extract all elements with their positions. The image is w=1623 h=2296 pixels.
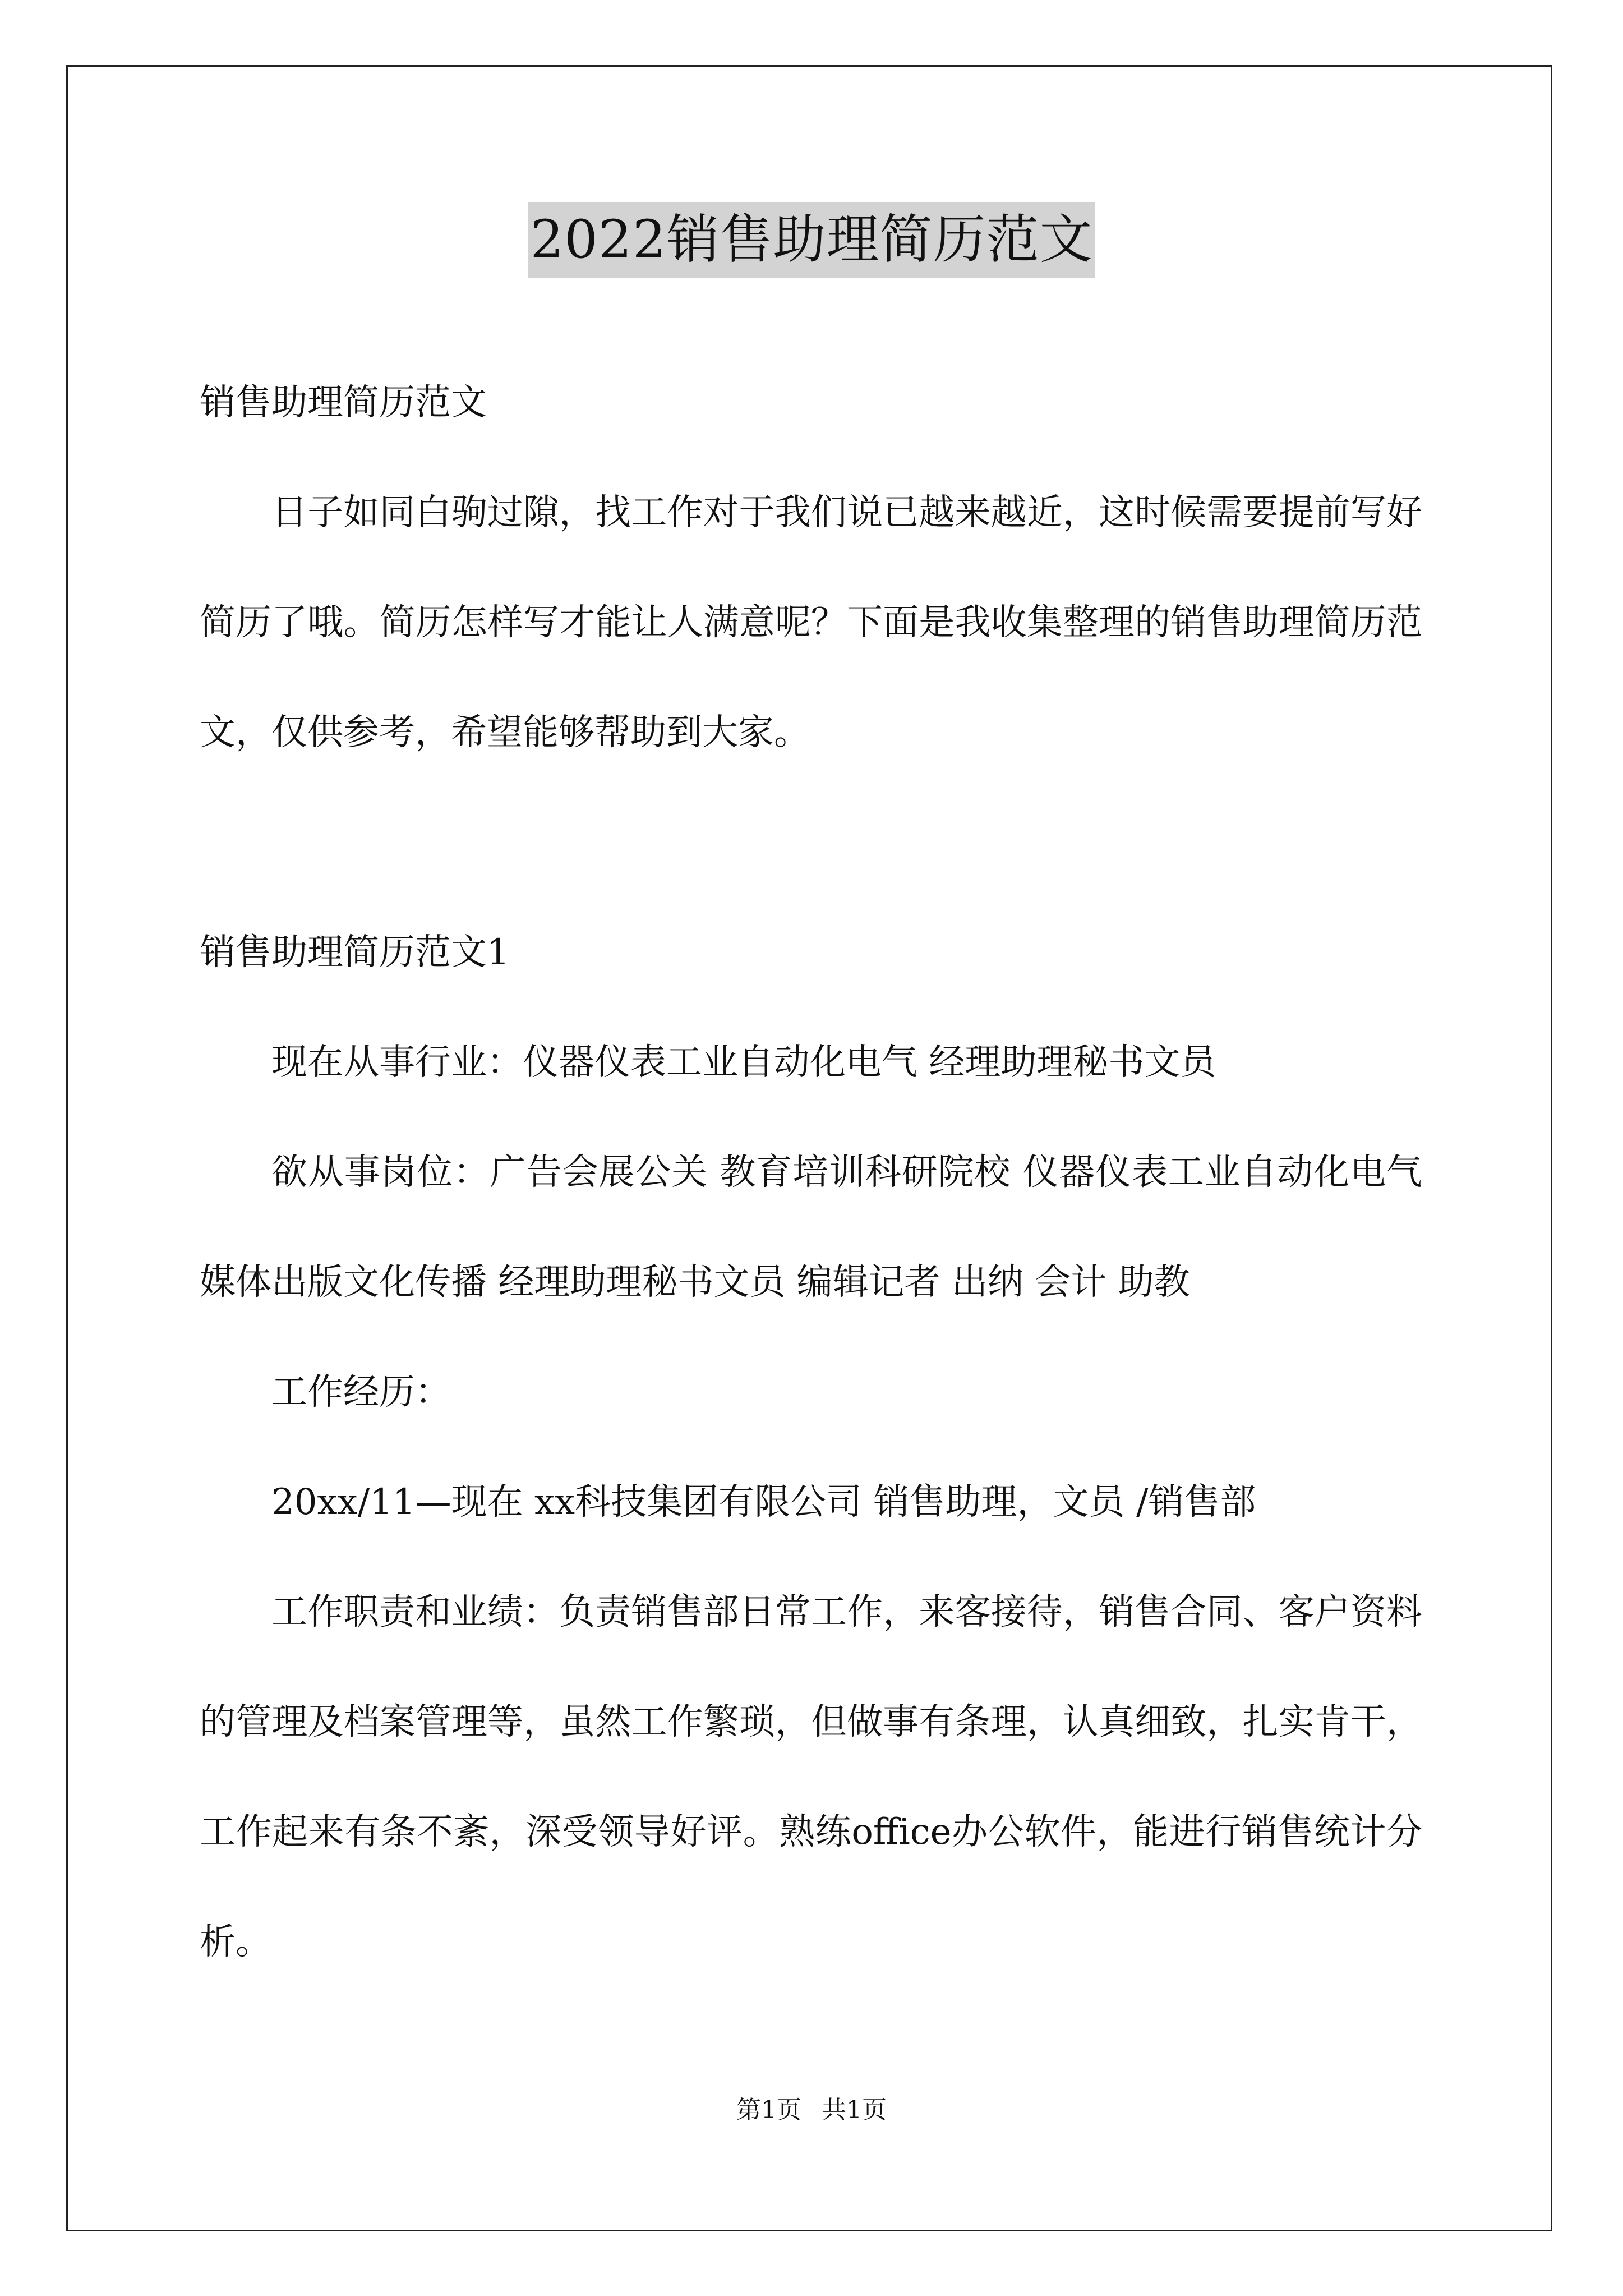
title-container xyxy=(0,202,1623,278)
page-footer xyxy=(0,2093,1623,2127)
page-number: 第1页 xyxy=(736,2096,801,2124)
section-heading: 销售助理简历范文1 xyxy=(200,932,510,973)
duties-paragraph: 工作职责和业绩：负责销售部日常工作，来客接待，销售合同、客户资料的管理及档案管理等，虽然工作繁琐，但做事有条理，认真细致，扎实肯干，工作起来有条不紊，深受领导好评。熟练office办公软件，能进行销售统计分析。 xyxy=(200,1591,1422,1963)
paragraph-spacer xyxy=(200,788,1422,898)
document-title: 2022销售助理简历范文 xyxy=(528,202,1095,278)
page-total: 共1页 xyxy=(822,2096,887,2124)
document-body xyxy=(200,348,1422,1997)
work-entry-paragraph: 20xx/11—现在 xx科技集团有限公司 销售助理，文员 /销售部 xyxy=(271,1481,1256,1523)
current-industry-paragraph: 现在从事行业：仪器仪表工业自动化电气 经理助理秘书文员 xyxy=(271,1042,1216,1083)
subtitle-paragraph: 销售助理简历范文 xyxy=(200,382,487,424)
desired-position-paragraph: 欲从事岗位：广告会展公关 教育培训科研院校 仪器仪表工业自动化电气 媒体出版文化传播 经理助理秘书文员 编辑记者 出纳 会计 助教 xyxy=(200,1152,1422,1303)
intro-paragraph: 日子如同白驹过隙，找工作对于我们说已越来越近，这时候需要提前写好简历了哦。简历怎样写才能让人满意呢？下面是我收集整理的销售助理简历范文，仅供参考，希望能够帮助到大家。 xyxy=(200,492,1422,753)
work-experience-label: 工作经历： xyxy=(271,1372,451,1413)
